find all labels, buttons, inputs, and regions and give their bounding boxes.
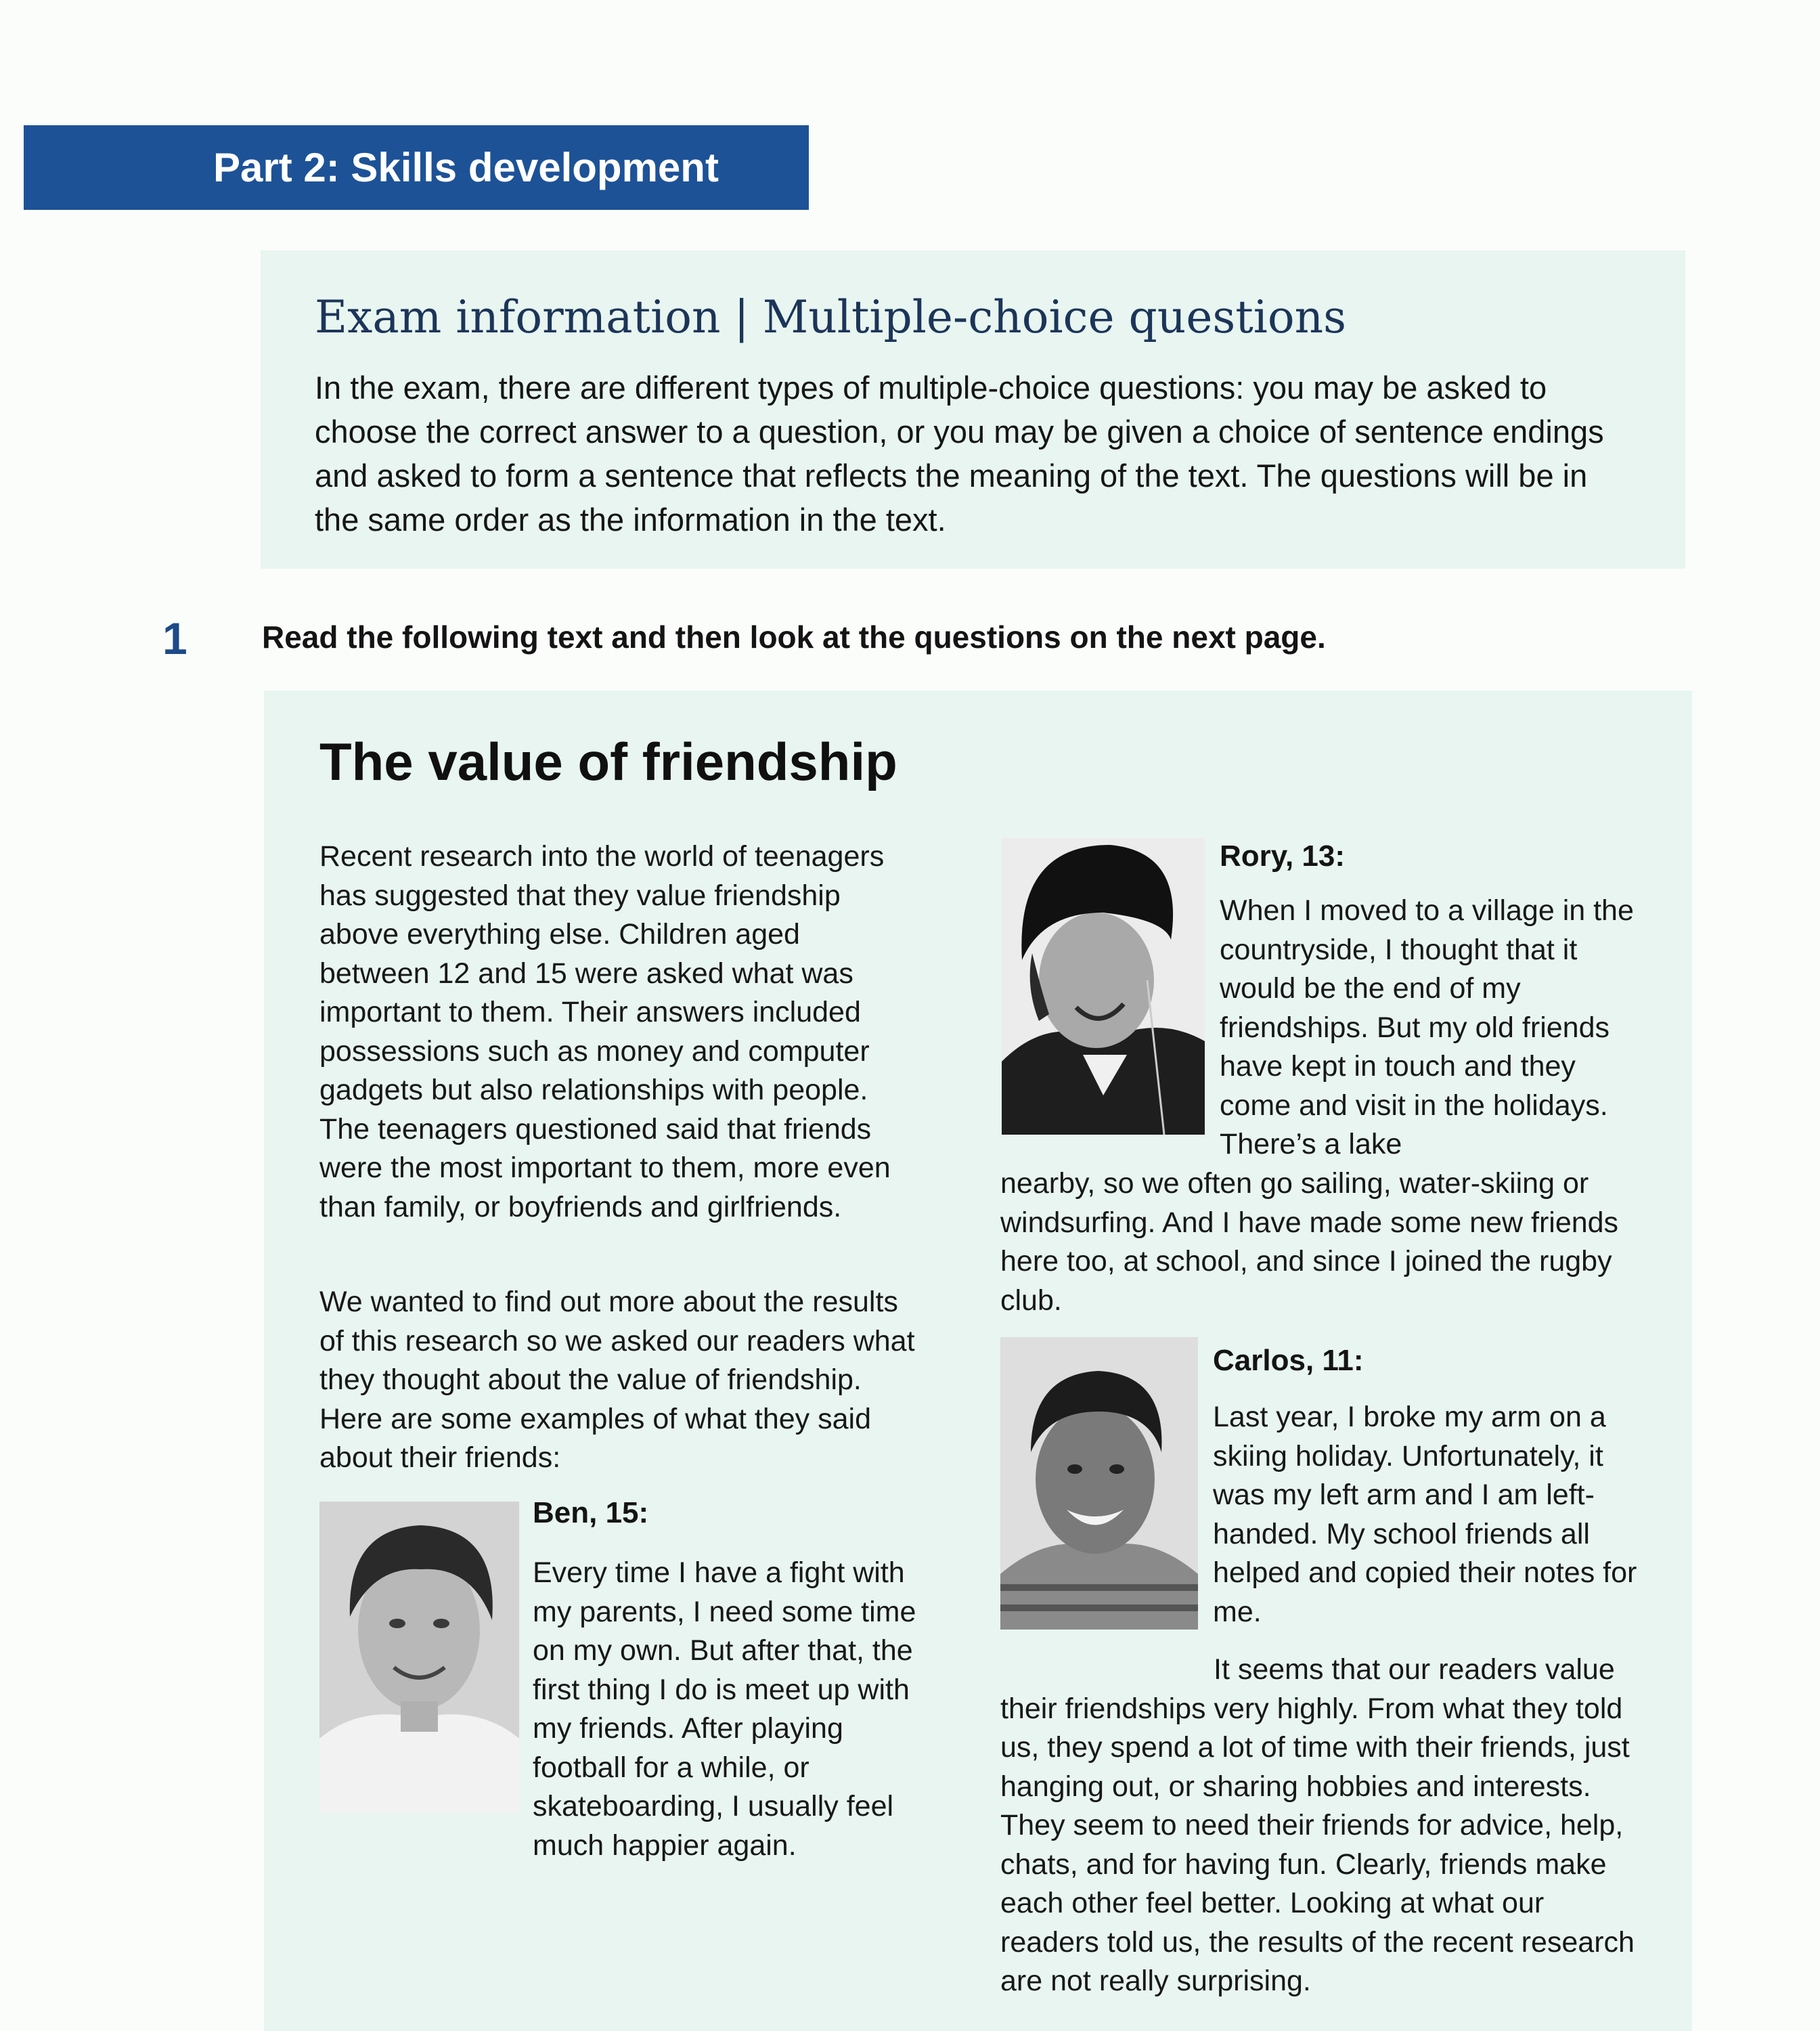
teen-boy-beanie-portrait-icon [1002,838,1205,1135]
rory-text-continued: nearby, so we often go sailing, water-skiing or windsurfing. And I have made some new friends here too, at school, and since I joined the rugby club. [1000,1167,1619,1317]
teen-boy-portrait-icon [319,1502,519,1813]
article-box [264,691,1692,2031]
rory-name: Rory, 13: [1220,839,1346,873]
exam-info-title [315,291,1346,343]
ben-name: Ben, 15: [533,1496,649,1529]
carlos-name: Carlos, 11: [1213,1344,1364,1377]
question-number: 1 [162,613,187,663]
article-title: The value of friendship [319,732,897,791]
rory-photo [1002,838,1205,1135]
section-header-bar [24,125,809,210]
young-boy-portrait-icon [1000,1337,1198,1630]
exam-info-title-separator: | [734,291,749,343]
article-intro-paragraph-2: We wanted to find out more about the results of this research so we asked our readers what they thought about the value of friendship. Here are some examples of what they said about their friends: [319,1286,915,1474]
exam-info-title-right: Multiple-choice questions [762,291,1346,343]
carlos-text: Last year, I broke my arm on a skiing holiday. Unfortunately, it was my left arm and I am left-handed. My school friends all helped and copied their notes for me. [1213,1401,1637,1628]
ben-photo [319,1502,519,1813]
carlos-photo [1000,1337,1198,1630]
section-title: Part 2: Skills development [213,145,719,190]
exam-info-title-left: Exam information [315,291,721,343]
exam-info-body: In the exam, there are different types of multiple-choice questions: you may be asked to choose the correct answer to a question, or you may be given a choice of sentence endings and asked to form a sentence that reflects the meaning of the text. The questions will be in the same order as the information in the text. [315,370,1604,538]
article-conclusion: It seems that our readers value their friendships very highly. From what they told us, they spend a lot of time with their friends, just hanging out, or sharing hobbies and interests. They seem to need their friends for advice, help, chats, and for having fun. Clearly, friends make each other feel better. Looking at what our readers told us, the results of the recent research are not really surprising. [1000,1653,1635,1997]
exam-info-box [261,250,1685,569]
article-intro-paragraph-1: Recent research into the world of teenagers has suggested that they value friendship above everything else. Children aged between 12 and 15 were asked what was important to them. Their answers included possessions such as money and computer gadgets but also relationships with people. The teenagers questioned said that friends were the most important to them, more even than family, or boyfriends and girlfriends. [319,840,891,1223]
ben-text: Every time I have a fight with my parents, I need some time on my own. But after that, the first thing I do is meet up with my friends. After playing football for a while, or skateboarding, I usually feel much happier again. [533,1556,916,1862]
rory-text-beside-photo: When I moved to a village in the countryside, I thought that it would be the end of my friendships. But my old friends have kept in touch and they come and visit in the holidays. There’s a lake [1220,894,1634,1160]
question-instruction: Read the following text and then look at the questions on the next page. [262,619,1326,655]
